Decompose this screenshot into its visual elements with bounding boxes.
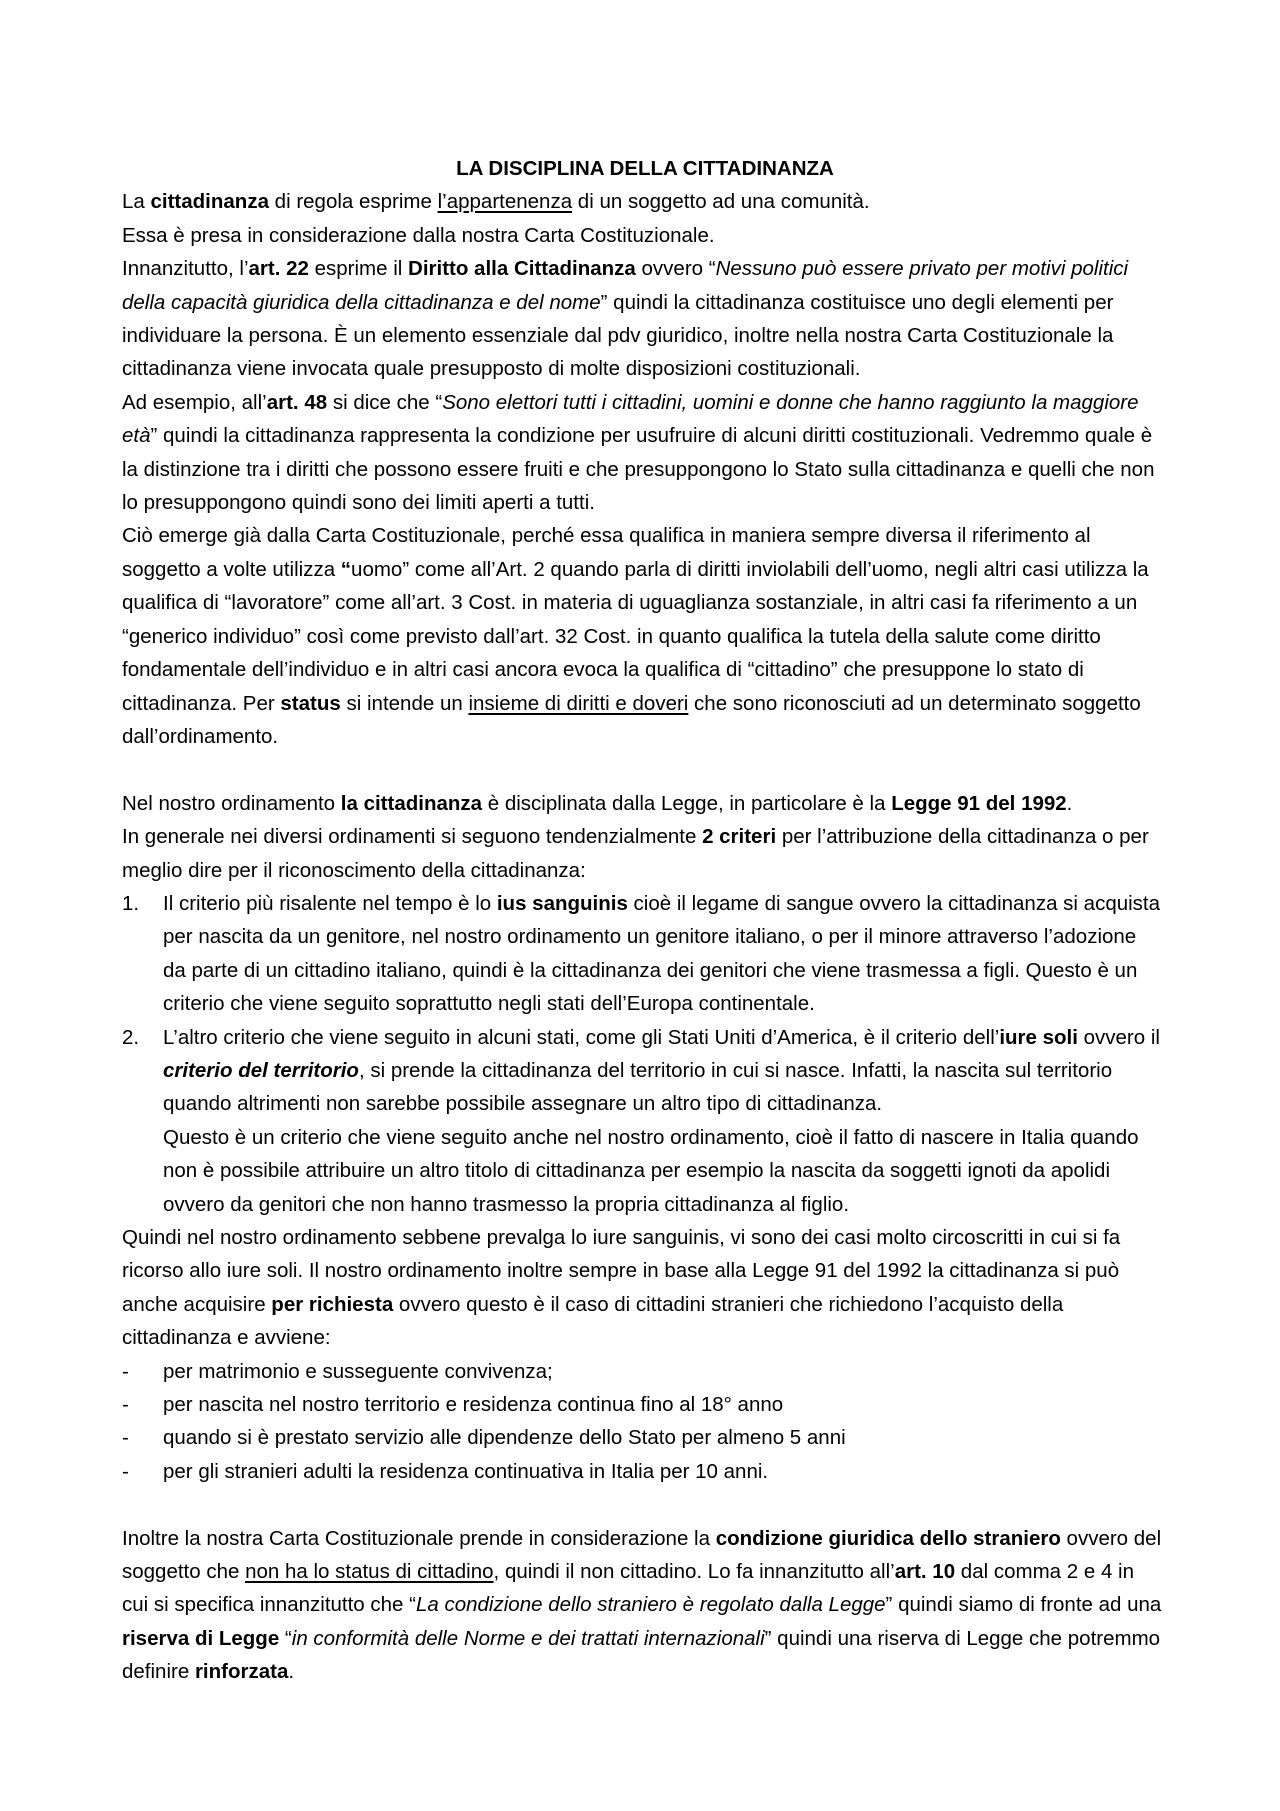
- italic-run: in conformità delle Norme e dei trattati internazionali: [291, 1626, 765, 1650]
- document-title: LA DISCIPLINA DELLA CITTADINANZA: [456, 157, 834, 180]
- text-run: , si prende la cittadinanza del territorio in cui si nasce. Infatti, la nascita sul territorio quando altrimenti non sarebbe possibile assegnare un altro tipo di cittadinanza.: [163, 1058, 1113, 1116]
- paragraph-spacer: [122, 1488, 1162, 1521]
- bold-run: art. 48: [266, 390, 328, 414]
- bold-run: iure soli: [999, 1025, 1078, 1049]
- bold-run: ius sanguinis: [496, 891, 628, 915]
- text-run: Questo è un criterio che viene seguito anche nel nostro ordinamento, cioè il fatto di nascere in Italia quando non è possibile attribuire un altro titolo di cittadinanza per esempio la nascita da soggetti ignoti da apolidi ovvero da genitori che non hanno trasmesso la propria cittadinanza al figlio.: [163, 1125, 1139, 1216]
- intro-paragraph-5: [122, 519, 1162, 753]
- list-item: [122, 1421, 1162, 1454]
- text-run: di regola esprime: [268, 190, 438, 214]
- text-run: Ad esempio, all’: [122, 390, 267, 414]
- bold-run: 2 criteri: [702, 825, 777, 849]
- bold-run: “: [340, 557, 352, 581]
- bold-run: la cittadinanza: [340, 791, 483, 815]
- section2-paragraph-3: [122, 1221, 1162, 1355]
- section2-paragraph-1: [122, 787, 1162, 820]
- acquisition-list: [122, 1355, 1162, 1489]
- text-run: uomo” come all’Art. 2 quando parla di diritti inviolabili dell’uomo, negli altri casi utilizza la qualifica di “lavoratore” come all’art. 3 Cost. in materia di uguaglianza sostanziale, in altri casi fa riferimento a un “generico individuo” così come previsto dall’art. 32 Cost. in quanto qualifica la tutela della salute come diritto fondamentale dell’individuo e in altri casi ancora evoca la qualifica di “cittadino” che presuppone lo stato di cittadinanza. Per: [122, 557, 1149, 715]
- text-run: Nel nostro ordinamento: [122, 791, 341, 815]
- text-run: ” quindi una riserva di Legge che potremmo definire: [122, 1626, 1161, 1684]
- list-item: [122, 887, 1162, 1021]
- bold-run: riserva di Legge: [122, 1626, 280, 1650]
- section3-paragraph-1: [122, 1522, 1162, 1689]
- text-run: Innanzitutto, l’: [122, 257, 249, 281]
- text-run: Inoltre la nostra Carta Costituzionale prende in considerazione la: [122, 1526, 716, 1550]
- intro-paragraph-4: [122, 386, 1162, 520]
- text-run: ” quindi la cittadinanza costituisce uno degli elementi per individuare la persona. È un elemento essenziale dal pdv giuridico, inoltre nella nostra Carta Costituzionale la cittadinanza viene invocata quale presupposto di molte disposizioni costituzionali.: [122, 290, 1114, 381]
- bold-run: Diritto alla Cittadinanza: [408, 257, 636, 281]
- text-run: di un soggetto ad una comunità.: [572, 190, 870, 214]
- list-number: 2.: [122, 1025, 140, 1049]
- text-run: L’altro criterio che viene seguito in alcuni stati, come gli Stati Uniti d’America, è il criterio dell’: [163, 1025, 1000, 1049]
- list-item-text: per matrimonio e susseguente convivenza;: [163, 1359, 553, 1383]
- underlined-run: l’appartenenza: [437, 190, 573, 214]
- dash-marker: -: [122, 1359, 129, 1383]
- bold-run: status: [280, 691, 341, 715]
- list-item: [122, 1388, 1162, 1421]
- italic-run: Sono elettori tutti i cittadini, uomini e donne che hanno raggiunto la maggiore età: [122, 390, 1139, 448]
- text-run: che sono riconosciuti ad un determinato soggetto dall’ordinamento.: [122, 691, 1141, 748]
- bold-run: art. 22: [248, 257, 309, 281]
- intro-paragraph-1: [122, 185, 1162, 218]
- bold-run: condizione giuridica dello straniero: [715, 1526, 1061, 1550]
- intro-paragraph-3: [122, 252, 1162, 386]
- italic-run: Nessuno può essere privato per motivi politici della capacità giuridica della cittadinanza e del nome: [122, 257, 1129, 314]
- text-run: ” quindi la cittadinanza rappresenta la condizione per usufruire di alcuni diritti costituzionali. Vedremmo quale è la distinzione tra i diritti che possono essere fruiti e che presuppongono lo Stato sulla cittadinanza e quelli che non lo presuppongono quindi sono dei limiti aperti a tutti.: [122, 424, 1155, 515]
- text-run: è disciplinata dalla Legge, in particolare è la: [482, 791, 892, 815]
- bold-run: Legge 91 del 1992: [891, 791, 1067, 815]
- text-run: .: [1066, 791, 1073, 815]
- section2-paragraph-2: [122, 820, 1162, 887]
- text-run: cioè il legame di sangue ovvero la cittadinanza si acquista per nascita da un genitore, nel nostro ordinamento un genitore italiano, o per il minore attraverso l’adozione da parte di un cittadino italiano, quindi è la cittadinanza dei genitori che viene trasmessa a figli. Questo è un criterio che viene seguito soprattutto negli stati dell’Europa continentale.: [163, 891, 1161, 1016]
- text-run: ovvero questo è il caso di cittadini stranieri che richiedono l’acquisto della cittadinanza e avviene:: [122, 1292, 1064, 1350]
- text-run: ovvero del soggetto che: [122, 1526, 1162, 1584]
- text-run: per l’attribuzione della cittadinanza o per meglio dire per il riconoscimento della cittadinanza:: [122, 825, 1149, 882]
- list-item: [122, 1455, 1162, 1488]
- text-run: La: [122, 190, 151, 214]
- bold-run: rinforzata: [194, 1660, 289, 1684]
- text-run: Il criterio più risalente nel tempo è lo: [163, 891, 497, 915]
- list-item-text: per gli stranieri adulti la residenza continuativa in Italia per 10 anni.: [163, 1459, 769, 1483]
- underlined-run: non ha lo status di cittadino: [245, 1560, 494, 1584]
- dash-marker: -: [122, 1393, 129, 1417]
- list-item-text: quando si è prestato servizio alle dipendenze dello Stato per almeno 5 anni: [163, 1426, 846, 1450]
- text-run: , quindi il non cittadino. Lo fa innanzitutto all’: [493, 1560, 895, 1584]
- text-run: esprime il: [308, 257, 409, 281]
- bold-run: art. 10: [894, 1560, 956, 1584]
- text-run: si dice che “: [327, 390, 443, 414]
- bold-run: per richiesta: [271, 1292, 394, 1316]
- bold-italic-run: criterio del territorio: [163, 1058, 359, 1082]
- text-run: ovvero “: [635, 257, 716, 281]
- text-run: ovvero il: [1077, 1025, 1160, 1049]
- text-run: In generale nei diversi ordinamenti si seguono tendenzialmente: [122, 825, 703, 849]
- text-run: “: [279, 1626, 292, 1650]
- list-item: [122, 1021, 1162, 1221]
- intro-paragraph-2: Essa è presa in considerazione dalla nostra Carta Costituzionale.: [122, 223, 715, 247]
- list-number: 1.: [122, 891, 140, 915]
- list-item-text: per nascita nel nostro territorio e residenza continua fino al 18° anno: [163, 1393, 784, 1417]
- list-item: [122, 1355, 1162, 1388]
- text-run: .: [288, 1660, 295, 1684]
- underlined-run: insieme di diritti e doveri: [468, 691, 689, 715]
- text-run: dal comma 2 e 4 in cui si specifica innanzitutto che “: [122, 1560, 1135, 1617]
- bold-run: cittadinanza: [150, 190, 269, 214]
- criteria-list: [122, 887, 1162, 1221]
- text-run: Quindi nel nostro ordinamento sebbene prevalga lo iure sanguinis, vi sono dei casi molto circoscritti in cui si fa ricorso allo iure soli. Il nostro ordinamento inoltre sempre in base alla Legge 91 del 1992 la cittadinanza si può anche acquisire: [122, 1225, 1121, 1316]
- paragraph-spacer: [122, 753, 1162, 786]
- text-run: si intende un: [340, 691, 469, 715]
- dash-marker: -: [122, 1459, 129, 1483]
- text-run: Ciò emerge già dalla Carta Costituzionale, perché essa qualifica in maniera sempre diversa il riferimento al soggetto a volte utilizza: [122, 524, 1091, 581]
- text-run: ” quindi siamo di fronte ad una: [885, 1593, 1162, 1617]
- italic-run: La condizione dello straniero è regolato dalla Legge: [415, 1593, 886, 1617]
- dash-marker: -: [122, 1426, 129, 1450]
